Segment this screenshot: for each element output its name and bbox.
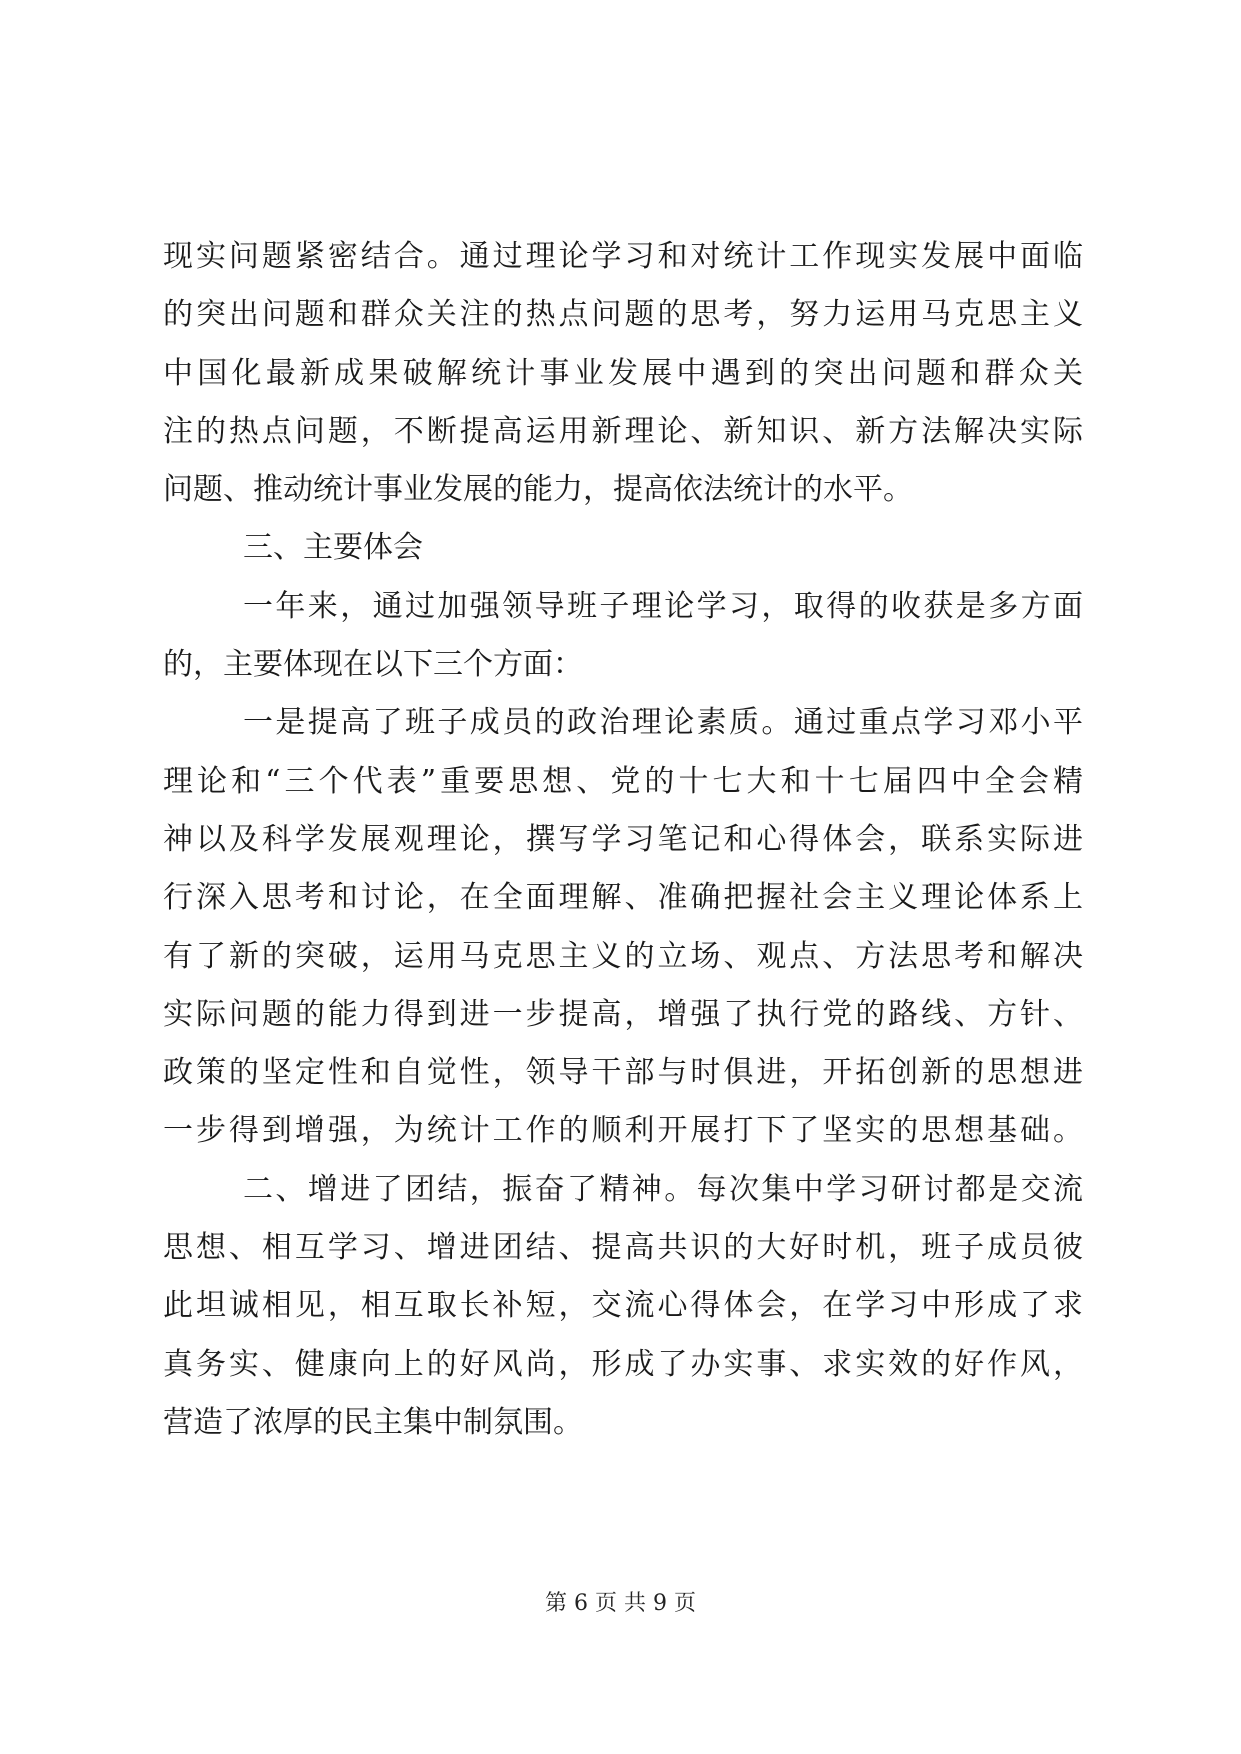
text-line: 注的热点问题，不断提高运用新理论、新知识、新方法解决实际: [163, 413, 1083, 449]
text-line: 的突出问题和群众关注的热点问题的思考，努力运用马克思主义: [163, 297, 1083, 333]
text-line: 实际问题的能力得到进一步提高，增强了执行党的路线、方针、: [163, 996, 1083, 1032]
page-number-footer: 第 6 页 共 9 页: [545, 1591, 696, 1616]
text-line: 思想、相互学习、增进团结、提高共识的大好时机，班子成员彼: [163, 1230, 1083, 1266]
text-line: 行深入思考和讨论，在全面理解、准确把握社会主义理论体系上: [163, 880, 1083, 916]
text-line: 营造了浓厚的民主集中制氛围。: [163, 1404, 583, 1440]
text-line: 问题、推动统计事业发展的能力，提高依法统计的水平。: [163, 472, 913, 508]
text-line: 此坦诚相见，相互取长补短，交流心得体会，在学习中形成了求: [163, 1288, 1083, 1324]
text-line: 神以及科学发展观理论，撰写学习笔记和心得体会，联系实际进: [163, 821, 1083, 857]
text-line: 中国化最新成果破解统计事业发展中遇到的突出问题和群众关: [163, 355, 1083, 391]
text-line: 的，主要体现在以下三个方面：: [163, 647, 583, 683]
text-line: 有了新的突破，运用马克思主义的立场、观点、方法思考和解决: [163, 938, 1083, 974]
text-line: 一步得到增强，为统计工作的顺利开展打下了坚实的思想基础。: [163, 1113, 1083, 1149]
text-line: 一年来，通过加强领导班子理论学习，取得的收获是多方面: [243, 588, 1083, 624]
text-line: 一是提高了班子成员的政治理论素质。通过重点学习邓小平: [243, 705, 1083, 741]
body-text: [163, 228, 1083, 1452]
text-line: 现实问题紧密结合。通过理论学习和对统计工作现实发展中面临: [163, 239, 1083, 274]
text-line: 真务实、健康向上的好风尚，形成了办实事、求实效的好作风，: [163, 1346, 1083, 1382]
text-line: 政策的坚定性和自觉性，领导干部与时俱进，开拓创新的思想进: [163, 1055, 1083, 1091]
text-line: 二、增进了团结，振奋了精神。每次集中学习研讨都是交流: [243, 1171, 1083, 1207]
text-line: 理论和“三个代表”重要思想、党的十七大和十七届四中全会精: [163, 763, 1083, 799]
section-heading: 三、主要体会: [243, 530, 423, 566]
